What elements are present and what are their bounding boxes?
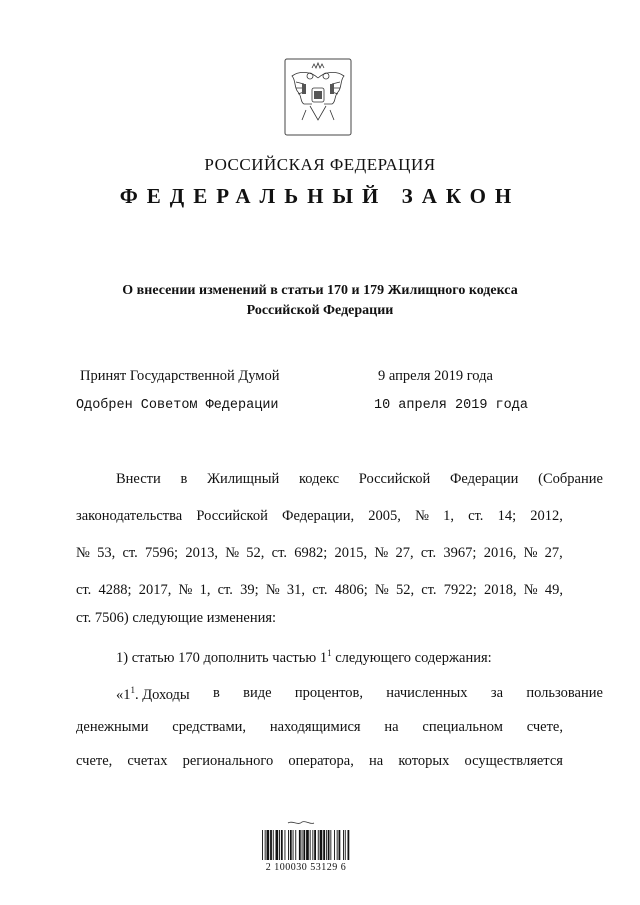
- word: ст.: [217, 582, 233, 598]
- barcode-number: 2 100030 53129 6: [265, 862, 347, 873]
- barcode-bar: [265, 830, 266, 860]
- word: 2017,: [138, 582, 172, 598]
- document-barcode: [258, 820, 354, 862]
- word: №: [265, 582, 280, 598]
- word: 6982;: [294, 545, 328, 561]
- word: которых: [398, 753, 450, 769]
- word: №: [76, 545, 90, 561]
- body-line-5-text: ст. 7506) следующие изменения:: [76, 610, 277, 626]
- word: Российской: [196, 508, 268, 524]
- word: №: [523, 582, 538, 598]
- word: на: [369, 753, 384, 769]
- country-heading: РОССИЙСКАЯ ФЕДЕРАЦИЯ: [204, 155, 436, 174]
- duma-adoption-date: 9 апреля 2019 года: [378, 368, 493, 384]
- word: в: [180, 471, 188, 487]
- barcode-bar: [326, 830, 327, 860]
- word: оператора,: [288, 753, 354, 769]
- word: №: [178, 582, 193, 598]
- barcode-bar: [293, 830, 294, 860]
- barcode-bar: [320, 830, 323, 860]
- word: 7922;: [443, 582, 477, 598]
- barcode-bar: [276, 830, 279, 860]
- word: 4806;: [334, 582, 368, 598]
- word: №: [374, 582, 389, 598]
- word: 53,: [97, 545, 116, 561]
- word: счетах: [127, 753, 168, 769]
- word: 27,: [395, 545, 414, 561]
- word: 1,: [443, 508, 454, 524]
- law-subject-title: [60, 281, 580, 321]
- body-line-2: [76, 508, 563, 525]
- word: 52,: [395, 582, 415, 598]
- barcode-bar: [306, 830, 309, 860]
- quoted-line-3: [76, 753, 563, 770]
- word: осуществляется: [464, 753, 563, 769]
- word: 2016,: [483, 545, 517, 561]
- word: №: [523, 545, 538, 561]
- barcode-bar: [328, 830, 330, 860]
- duma-adoption-label: Принят Государственной Думой: [80, 368, 280, 384]
- word: 27,: [544, 545, 563, 561]
- word: 3967;: [443, 545, 477, 561]
- word: ст.: [271, 545, 287, 561]
- word: 1,: [199, 582, 211, 598]
- barcode-bar: [302, 830, 303, 860]
- word: 52,: [246, 545, 265, 561]
- body-line-3: [76, 545, 563, 562]
- barcode-bar: [345, 830, 346, 860]
- word: 2012,: [530, 508, 563, 524]
- barcode-bar: [273, 830, 274, 860]
- coat-of-arms-emblem: [284, 58, 352, 136]
- word: (Собрание: [538, 471, 603, 487]
- barcode-bar: [337, 830, 338, 860]
- barcode-bar: [267, 830, 270, 860]
- word: находящимися: [269, 719, 361, 735]
- word: 31,: [286, 582, 305, 598]
- word: ст.: [420, 545, 437, 561]
- word: 4288;: [98, 582, 132, 598]
- word: 2005,: [368, 508, 401, 524]
- barcode-bar: [339, 830, 341, 860]
- barcode-bar: [279, 830, 280, 860]
- word: регионального: [182, 753, 274, 769]
- barcode-bar: [314, 830, 316, 860]
- word: ст.: [122, 545, 138, 561]
- word: Российской: [358, 471, 431, 487]
- word: счете,: [76, 753, 113, 769]
- council-approval-label: Одобрен Советом Федерации: [76, 398, 279, 413]
- word: на: [384, 719, 399, 735]
- word: средствами,: [172, 719, 247, 735]
- body-line-5: [76, 610, 563, 627]
- document-type-heading: ФЕДЕРАЛЬНЫЙ ЗАКОН: [119, 184, 521, 208]
- word: 2015,: [334, 545, 368, 561]
- barcode-bar: [262, 830, 263, 860]
- amendment-item-1-text: 1) статью 170 дополнить частью $1^1$ следующего содержания:: [116, 648, 492, 666]
- word: 2013,: [185, 545, 218, 561]
- word: специальном: [422, 719, 503, 735]
- word: законодательства: [76, 508, 183, 524]
- quoted-line-1-start: «$1^1$. Доходы: [116, 685, 190, 703]
- quoted-line-2: [76, 719, 563, 736]
- council-approval-date: 10 апреля 2019 года: [374, 398, 528, 413]
- word: счете,: [526, 719, 563, 735]
- word: №: [374, 545, 389, 561]
- word: ст.: [468, 508, 484, 524]
- body-line-4: [76, 582, 563, 599]
- word: 2018,: [483, 582, 517, 598]
- barcode-bar: [323, 830, 325, 860]
- barcode-bar: [281, 830, 283, 860]
- barcode-bar: [348, 830, 350, 860]
- word: Внести: [116, 471, 161, 487]
- word: кодекс: [298, 471, 340, 487]
- word: ст.: [312, 582, 328, 598]
- barcode-bar: [343, 830, 344, 860]
- word: Федерации,: [282, 508, 355, 524]
- word: Федерации: [449, 471, 519, 487]
- barcode-bar: [318, 830, 319, 860]
- word: 49,: [544, 582, 563, 598]
- barcode-bar: [310, 830, 311, 860]
- word: 39;: [240, 582, 259, 598]
- barcode-bar: [330, 830, 331, 860]
- word: ст.: [421, 582, 437, 598]
- barcode-bar: [290, 830, 292, 860]
- barcode-bar: [295, 830, 296, 860]
- barcode-bar: [312, 830, 313, 860]
- quoted-line-1: «$1^1$. Доходы в виде процентов, начисленных за пользование: [116, 685, 603, 703]
- barcode-bar: [270, 830, 272, 860]
- word: денежными: [76, 719, 149, 735]
- barcode-bar: [285, 830, 286, 860]
- amendment-item-1: [76, 648, 603, 667]
- law-subject-line-2: Российской Федерации: [246, 303, 394, 318]
- word: №: [225, 545, 240, 561]
- word: 14;: [497, 508, 517, 524]
- barcode-bar: [334, 830, 335, 860]
- word: Жилищный: [207, 471, 280, 487]
- word: №: [415, 508, 429, 524]
- barcode-bar: [303, 830, 305, 860]
- barcode-bar: [288, 830, 289, 860]
- body-line-1: [76, 471, 603, 488]
- word: 7596;: [145, 545, 179, 561]
- law-subject-line-1: О внесении изменений в статьи 170 и 179 Жилищного кодекса: [122, 283, 518, 298]
- barcode-bar: [299, 830, 301, 860]
- word: ст.: [76, 582, 92, 598]
